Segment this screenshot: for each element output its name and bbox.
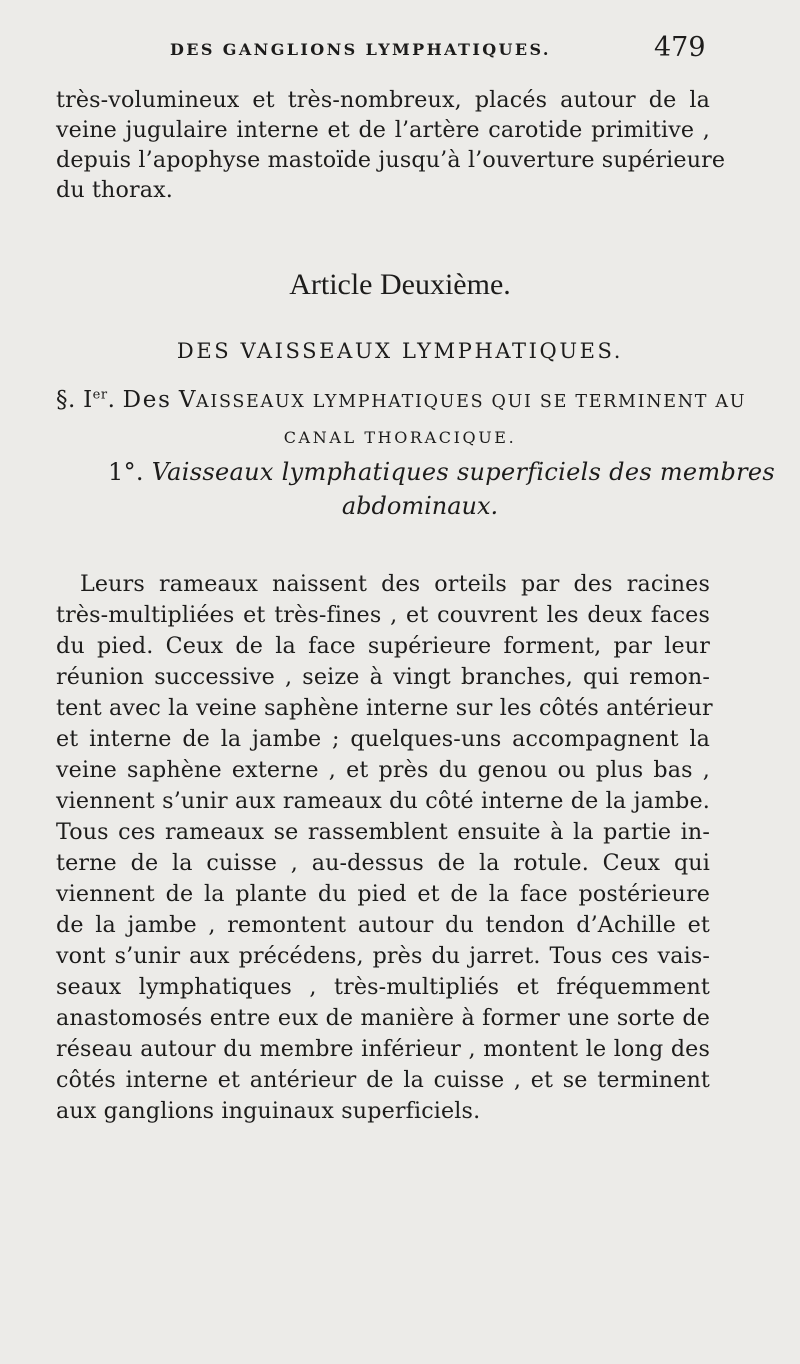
body-line: seaux lymphatiques , très-multipliés et fréquemment (56, 974, 710, 1000)
running-title: DES GANGLIONS LYMPHATIQUES. (170, 40, 551, 59)
section-symbol: §. (56, 387, 76, 413)
body-line: viennent de la plante du pied et de la face postérieure (56, 881, 710, 907)
body-line: et interne de la jambe ; quelques-uns accompagnent la (56, 726, 710, 752)
section-heading-cont: CANAL THORACIQUE. (283, 428, 517, 447)
body-line: anastomosés entre eux de manière à former une sorte de (56, 1005, 710, 1031)
body-line: côtés interne et antérieur de la cuisse , et se terminent (56, 1067, 710, 1093)
page-number: 479 (654, 32, 706, 63)
body-line: réunion successive , seize à vingt branches, qui remon- (56, 664, 710, 690)
intro-line: très-volumineux et très-nombreux, placés autour de la (56, 87, 710, 113)
subsection-number: 1°. (108, 458, 144, 486)
intro-line: veine jugulaire interne et de l’artère carotide primitive , (56, 117, 710, 143)
subsection-title: Vaisseaux lymphatiques superficiels des membres (151, 458, 776, 486)
subsection-heading-cont: abdominaux. (341, 492, 499, 520)
body-line: Tous ces rameaux se rassemblent ensuite à la partie in- (56, 819, 710, 845)
article-title: Article Deuxième. (289, 268, 511, 301)
section-title: AISSEAUX LYMPHATIQUES QUI SE TERMINENT AU (196, 392, 747, 412)
article-subtitle: DES VAISSEAUX LYMPHATIQUES. (176, 339, 624, 363)
body-line: veine saphène externe , et près du genou ou plus bas , (56, 757, 710, 783)
section-number: Ier. (83, 387, 116, 413)
body-line: tent avec la veine saphène interne sur les côtés antérieur (56, 695, 713, 721)
body-line: terne de la cuisse , au-dessus de la rotule. Ceux qui (56, 850, 710, 876)
body-line: réseau autour du membre inférieur , montent le long des (56, 1036, 710, 1062)
section-first-word: Des (122, 387, 172, 413)
body-line: très-multipliées et très-fines , et couvrent les deux faces (56, 602, 710, 628)
body-line: aux ganglions inguinaux superficiels. (56, 1098, 481, 1124)
intro-line: du thorax. (56, 177, 174, 203)
subsection-heading (108, 458, 775, 486)
running-head (0, 32, 800, 66)
body-line: viennent s’unir aux rameaux du côté interne de la jambe. (56, 788, 710, 814)
body-line: de la jambe , remontent autour du tendon d’Achille et (56, 912, 710, 938)
body-line: Leurs rameaux naissent des orteils par des racines (80, 571, 710, 597)
body-line: vont s’unir aux précédens, près du jarret. Tous ces vais- (56, 943, 710, 969)
section-heading: §. Ier. Des VAISSEAUX LYMPHATIQUES QUI SE TERMINENT AU (56, 387, 747, 413)
intro-line: depuis l’apophyse mastoïde jusqu’à l’ouverture supérieure (56, 147, 726, 173)
body-line: du pied. Ceux de la face supérieure forment, par leur (56, 633, 710, 659)
